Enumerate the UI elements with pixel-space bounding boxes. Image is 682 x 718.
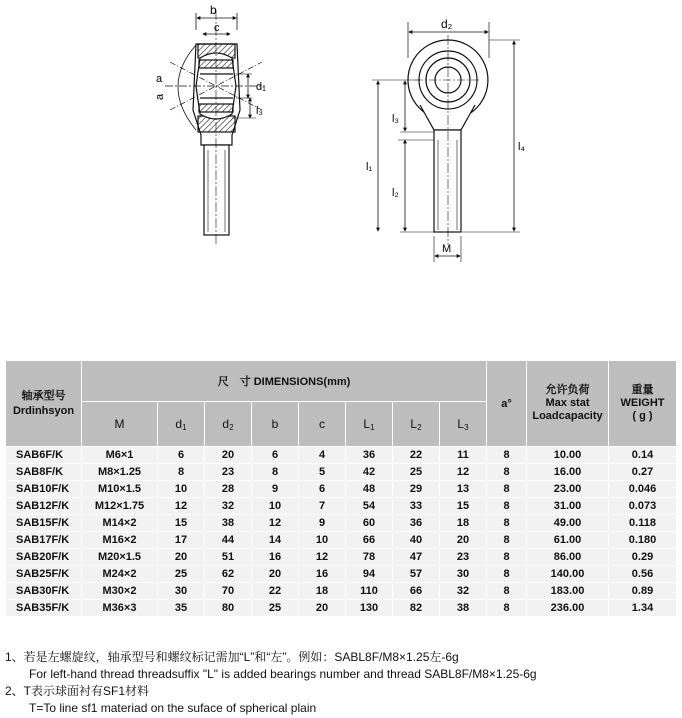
table-row: [6, 532, 677, 549]
label-l3: l₃: [392, 113, 399, 125]
cell-a: 8: [487, 498, 527, 515]
col-L2-sub: 2: [417, 422, 422, 432]
cell-d2: 44: [205, 532, 252, 549]
cell-l3: 30: [440, 566, 487, 583]
cell-model: SAB35F/K: [6, 600, 82, 617]
cell-d2: 62: [205, 566, 252, 583]
header-angle: a°: [487, 361, 527, 447]
cell-weight: 0.27: [609, 464, 677, 481]
table-row: [6, 498, 677, 515]
table-row: [6, 447, 677, 464]
cell-c: 16: [299, 566, 346, 583]
table-row: [6, 566, 677, 583]
header-dimensions: 尺 寸 DIMENSIONS(mm): [82, 361, 487, 402]
cell-m: M12×1.75: [82, 498, 158, 515]
cell-d2: 38: [205, 515, 252, 532]
cell-m: M20×1.5: [82, 549, 158, 566]
cell-d1: 12: [158, 498, 205, 515]
cell-weight: 0.56: [609, 566, 677, 583]
cell-d2: 80: [205, 600, 252, 617]
cell-c: 18: [299, 583, 346, 600]
cell-weight: 0.89: [609, 583, 677, 600]
cell-b: 25: [252, 600, 299, 617]
cell-l1: 42: [346, 464, 393, 481]
cell-weight: 1.34: [609, 600, 677, 617]
col-L3: [440, 402, 487, 447]
label-l4: l₄: [518, 141, 525, 153]
cell-model: SAB8F/K: [6, 464, 82, 481]
cell-b: 22: [252, 583, 299, 600]
cell-weight: 0.046: [609, 481, 677, 498]
cell-m: M30×2: [82, 583, 158, 600]
cell-b: 8: [252, 464, 299, 481]
cell-d2: 51: [205, 549, 252, 566]
cell-load: 16.00: [527, 464, 609, 481]
cell-weight: 0.073: [609, 498, 677, 515]
cell-b: 20: [252, 566, 299, 583]
cell-l3: 38: [440, 600, 487, 617]
cell-m: M24×2: [82, 566, 158, 583]
cell-d1: 17: [158, 532, 205, 549]
cell-a: 8: [487, 481, 527, 498]
header-weight-en: WEIGHT: [620, 397, 665, 409]
cell-l3: 20: [440, 532, 487, 549]
col-M: M: [82, 402, 158, 447]
cell-b: 6: [252, 447, 299, 464]
cell-d2: 70: [205, 583, 252, 600]
cell-load: 23.00: [527, 481, 609, 498]
col-d2: [205, 402, 252, 447]
cell-d1: 15: [158, 515, 205, 532]
cell-l2: 47: [393, 549, 440, 566]
label-b: b: [210, 3, 217, 17]
cell-load: 236.00: [527, 600, 609, 617]
cell-l3: 11: [440, 447, 487, 464]
cell-b: 14: [252, 532, 299, 549]
cell-weight: 0.14: [609, 447, 677, 464]
label-l1: l₁: [366, 161, 373, 173]
cell-load: 31.00: [527, 498, 609, 515]
col-d2-sub: 2: [229, 422, 234, 432]
col-d1-sub: 1: [182, 422, 187, 432]
technical-drawing: [0, 0, 682, 300]
cell-d2: 28: [205, 481, 252, 498]
cell-m: M36×3: [82, 600, 158, 617]
cell-d1: 8: [158, 464, 205, 481]
table-row: [6, 464, 677, 481]
col-L3-main: L: [457, 416, 465, 431]
label-d1: d₁: [256, 81, 266, 93]
header-load-cn: 允许负荷: [545, 384, 590, 396]
cell-a: 8: [487, 566, 527, 583]
table-row: [6, 583, 677, 600]
table-body: [6, 447, 677, 617]
cell-load: 49.00: [527, 515, 609, 532]
cell-model: SAB20F/K: [6, 549, 82, 566]
dimensions-table: [5, 360, 677, 617]
header-model: [6, 361, 82, 447]
cell-l2: 33: [393, 498, 440, 515]
cell-a: 8: [487, 515, 527, 532]
cell-load: 86.00: [527, 549, 609, 566]
cell-c: 12: [299, 549, 346, 566]
cell-m: M10×1.5: [82, 481, 158, 498]
cell-model: SAB30F/K: [6, 583, 82, 600]
col-L1: [346, 402, 393, 447]
cell-l1: 94: [346, 566, 393, 583]
cell-c: 10: [299, 532, 346, 549]
cell-a: 8: [487, 549, 527, 566]
cell-c: 5: [299, 464, 346, 481]
cell-c: 7: [299, 498, 346, 515]
note-1-cn: 1、若是左螺旋纹，轴承型号和螺纹标记需加“L”和“左”。例如：SABL8F/M8×1.25左-6g: [5, 650, 459, 664]
cell-a: 8: [487, 447, 527, 464]
col-L1-sub: 1: [370, 422, 375, 432]
header-model-en: Drdinhsyon: [12, 404, 75, 417]
cell-load: 140.00: [527, 566, 609, 583]
note-1-en: For left-hand thread threadsuffix "L" is added bearings number and thread SABL8F/M8×1.25-6g: [29, 667, 537, 681]
front-view: [372, 22, 520, 262]
col-L2-main: L: [410, 416, 418, 431]
cell-model: SAB25F/K: [6, 566, 82, 583]
col-L2: [393, 402, 440, 447]
cell-d2: 32: [205, 498, 252, 515]
header-load-en1: Max stat: [545, 397, 590, 409]
cell-l1: 78: [346, 549, 393, 566]
cell-a: 8: [487, 532, 527, 549]
table-row: [6, 515, 677, 532]
cell-l1: 66: [346, 532, 393, 549]
cell-d1: 25: [158, 566, 205, 583]
table-row: [6, 549, 677, 566]
cell-l3: 15: [440, 498, 487, 515]
note-2-en: T=To line sf1 materiad on the suface of spherical plain: [29, 701, 317, 715]
cell-c: 20: [299, 600, 346, 617]
col-L3-sub: 3: [464, 422, 469, 432]
cell-a: 8: [487, 600, 527, 617]
cell-m: M16×2: [82, 532, 158, 549]
cell-l2: 57: [393, 566, 440, 583]
cell-l2: 22: [393, 447, 440, 464]
cell-l1: 48: [346, 481, 393, 498]
cell-d1: 20: [158, 549, 205, 566]
cell-b: 9: [252, 481, 299, 498]
header-load-en2: Loadcapacity: [532, 410, 603, 422]
header-weight-unit: ( g ): [632, 410, 653, 422]
cell-b: 12: [252, 515, 299, 532]
header-weight-cn: 重量: [631, 384, 654, 396]
label-a-angle: a: [156, 73, 163, 85]
cell-load: 61.00: [527, 532, 609, 549]
cell-l3: 23: [440, 549, 487, 566]
cell-l2: 82: [393, 600, 440, 617]
cell-c: 4: [299, 447, 346, 464]
cell-model: SAB12F/K: [6, 498, 82, 515]
col-d2-main: d: [222, 416, 230, 431]
cell-a: 8: [487, 464, 527, 481]
side-section-view: [165, 10, 265, 245]
cell-load: 10.00: [527, 447, 609, 464]
cell-model: SAB10F/K: [6, 481, 82, 498]
cell-weight: 0.29: [609, 549, 677, 566]
cell-l1: 60: [346, 515, 393, 532]
table-row: [6, 481, 677, 498]
cell-d1: 35: [158, 600, 205, 617]
col-b: b: [252, 402, 299, 447]
cell-l3: 13: [440, 481, 487, 498]
cell-l2: 36: [393, 515, 440, 532]
cell-l2: 29: [393, 481, 440, 498]
cell-c: 6: [299, 481, 346, 498]
cell-weight: 0.180: [609, 532, 677, 549]
header-load: [527, 361, 609, 447]
col-d1-main: d: [175, 416, 183, 431]
cell-l1: 36: [346, 447, 393, 464]
label-l3-side: l₃: [256, 105, 263, 117]
cell-l2: 66: [393, 583, 440, 600]
cell-l3: 18: [440, 515, 487, 532]
cell-l3: 12: [440, 464, 487, 481]
cell-l2: 40: [393, 532, 440, 549]
col-d1: [158, 402, 205, 447]
cell-l1: 110: [346, 583, 393, 600]
cell-l2: 25: [393, 464, 440, 481]
cell-model: SAB15F/K: [6, 515, 82, 532]
label-d2: d₂: [441, 17, 453, 31]
cell-load: 183.00: [527, 583, 609, 600]
cell-m: M14×2: [82, 515, 158, 532]
header-weight: [609, 361, 677, 447]
cell-d1: 6: [158, 447, 205, 464]
cell-l1: 54: [346, 498, 393, 515]
cell-d2: 23: [205, 464, 252, 481]
note-2-cn: 2、T表示球面衬有SF1材料: [5, 684, 150, 698]
cell-b: 16: [252, 549, 299, 566]
cell-m: M8×1.25: [82, 464, 158, 481]
cell-model: SAB17F/K: [6, 532, 82, 549]
label-c: c: [214, 22, 220, 34]
cell-l1: 130: [346, 600, 393, 617]
table-row: [6, 600, 677, 617]
label-a2: a: [154, 93, 166, 100]
cell-d1: 30: [158, 583, 205, 600]
cell-m: M6×1: [82, 447, 158, 464]
cell-d2: 20: [205, 447, 252, 464]
cell-d1: 10: [158, 481, 205, 498]
cell-b: 10: [252, 498, 299, 515]
col-c: c: [299, 402, 346, 447]
cell-weight: 0.118: [609, 515, 677, 532]
cell-model: SAB6F/K: [6, 447, 82, 464]
label-l2: l₂: [392, 187, 399, 199]
header-model-cn: 轴承型号: [21, 389, 66, 402]
col-L1-main: L: [363, 416, 371, 431]
label-M: M: [442, 243, 452, 255]
notes: [5, 649, 677, 717]
cell-c: 9: [299, 515, 346, 532]
cell-l3: 32: [440, 583, 487, 600]
cell-a: 8: [487, 583, 527, 600]
